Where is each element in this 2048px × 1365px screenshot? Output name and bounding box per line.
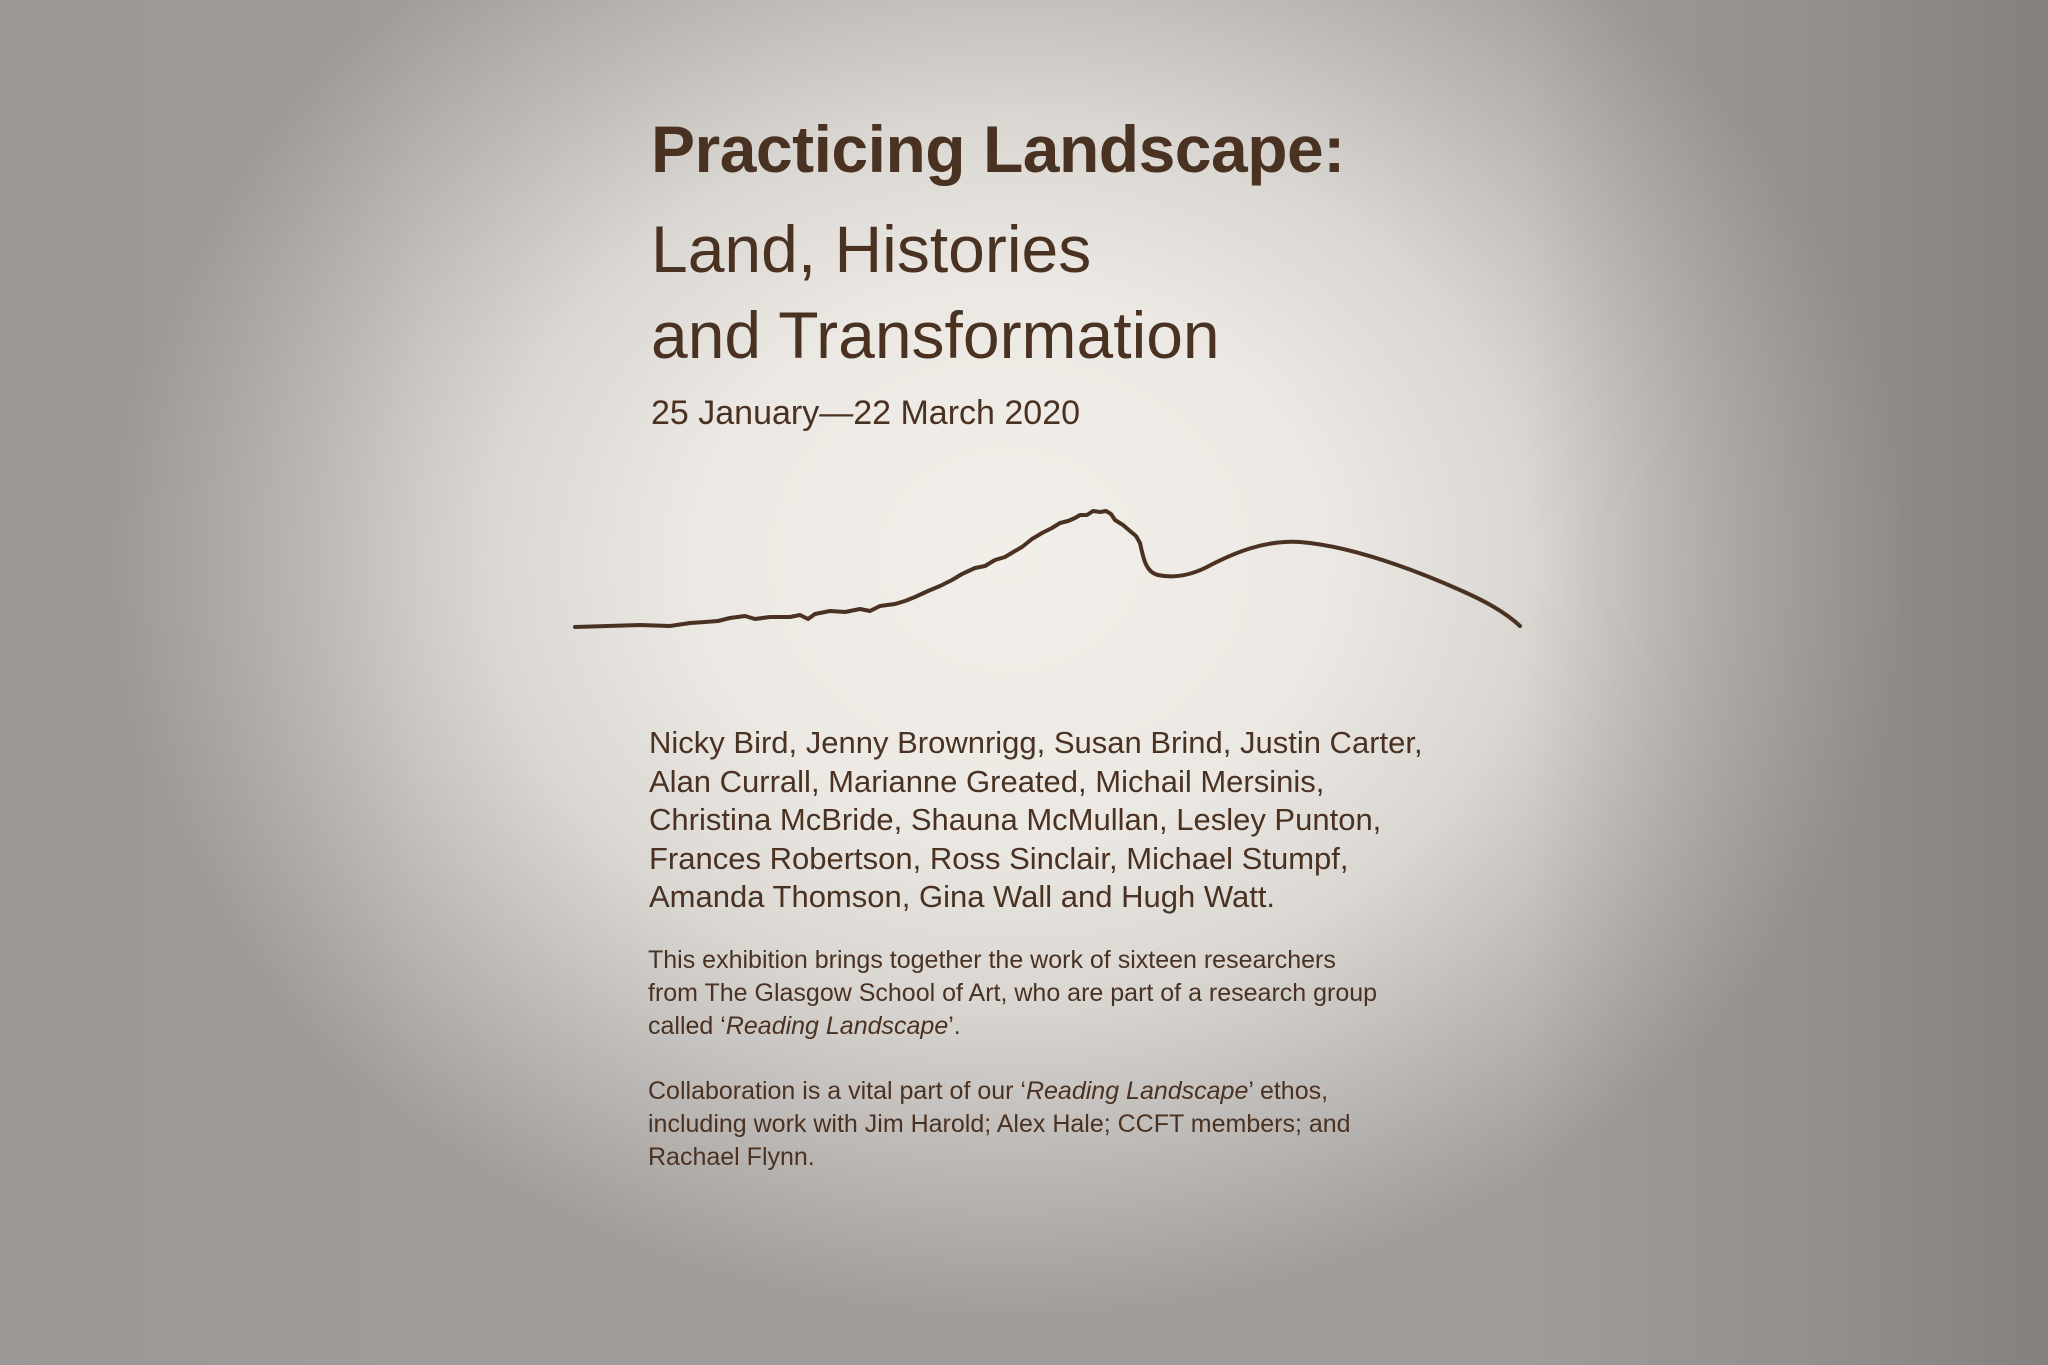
research-group-name: Reading Landscape xyxy=(1025,1077,1249,1105)
wall-shadow-right xyxy=(1528,0,2048,1365)
exhibition-dates: 25 January—22 March 2020 xyxy=(651,394,1081,432)
collaboration-text: ’ ethos, xyxy=(1248,1077,1329,1105)
artist-list-line: Nicky Bird, Jenny Brownrigg, Susan Brind, Justin Carter, xyxy=(649,725,1423,760)
collaboration-line: including work with Jim Harold; Alex Hale; CCFT members; and xyxy=(648,1110,1351,1138)
research-group-name: Reading Landscape xyxy=(725,1012,949,1040)
exhibition-subtitle-line-2: and Transformation xyxy=(651,298,1220,372)
description-line: from The Glasgow School of Art, who are part of a research group xyxy=(648,979,1378,1007)
artist-list-line: Frances Robertson, Ross Sinclair, Michael Stumpf, xyxy=(649,840,1349,876)
artist-list xyxy=(649,724,1423,917)
description-text: ’. xyxy=(948,1012,961,1040)
description-line: This exhibition brings together the work of sixteen researchers xyxy=(648,946,1336,974)
artist-list-line: Christina McBride, Shauna McMullan, Lesley Punton, xyxy=(649,802,1382,837)
exhibition-title: Practicing Landscape: xyxy=(651,112,1345,186)
exhibition-subtitle-line-1: Land, Histories xyxy=(651,212,1092,286)
artist-list-line: Amanda Thomson, Gina Wall and Hugh Watt. xyxy=(649,879,1276,914)
exhibition-description xyxy=(648,944,1377,1043)
description-text: called ‘ xyxy=(648,1012,726,1040)
collaboration-text: Collaboration is a vital part of our ‘ xyxy=(648,1077,1026,1105)
collaboration-line xyxy=(648,1075,1351,1108)
description-line xyxy=(648,1010,1377,1043)
artist-list-line: Alan Currall, Marianne Greated, Michail Mersinis, xyxy=(649,763,1325,799)
wall-shadow-left xyxy=(0,0,420,1365)
collaboration-line: Rachael Flynn. xyxy=(648,1143,815,1171)
collaboration-statement xyxy=(648,1075,1351,1174)
